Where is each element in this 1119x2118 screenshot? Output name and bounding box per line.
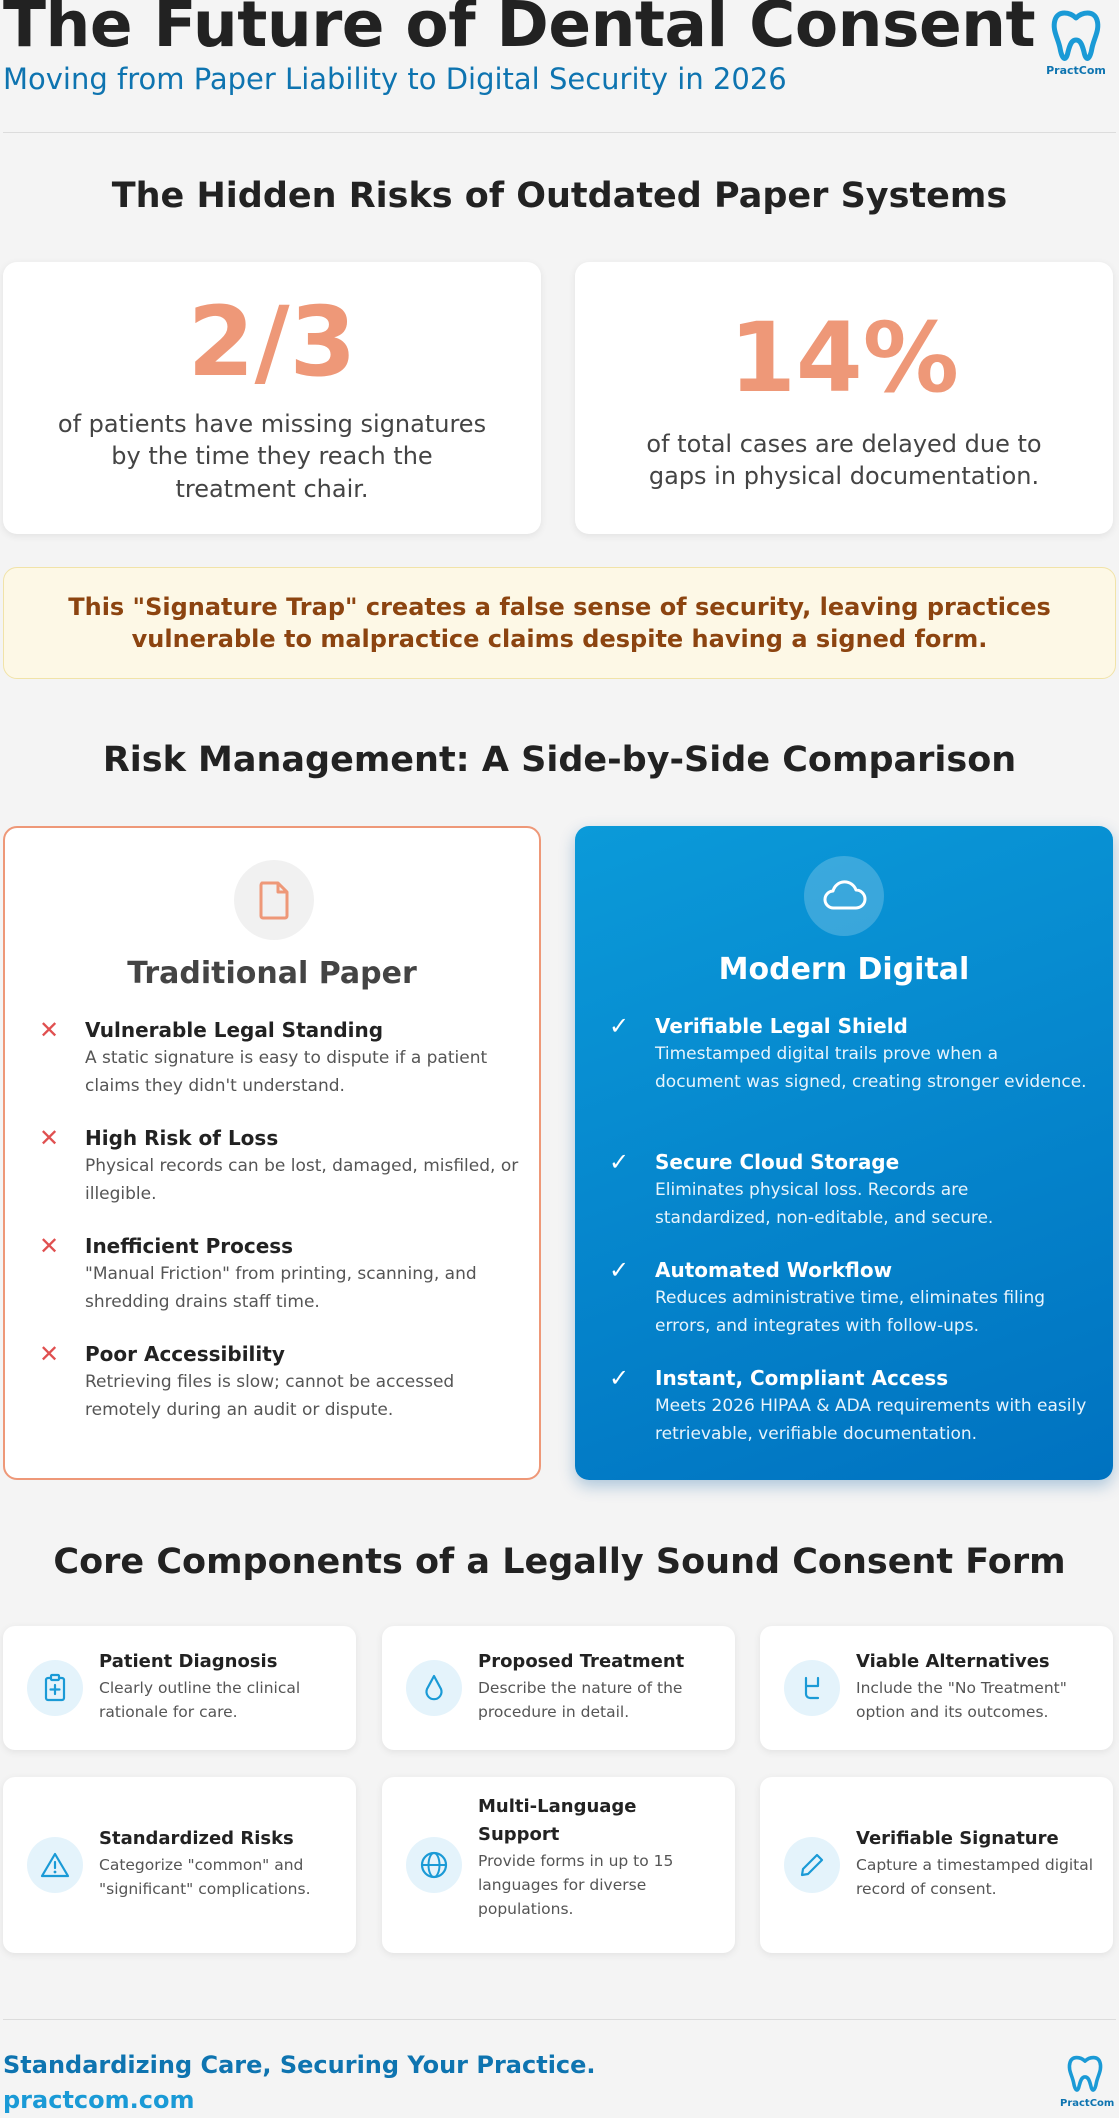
footer-divider [3, 2019, 1116, 2020]
component-card-multilanguage [382, 1777, 735, 1953]
component-text [856, 1825, 1099, 1901]
component-description: Clearly outline the clinical rationale for care. [99, 1679, 301, 1721]
component-card-alternatives [760, 1626, 1113, 1750]
logo-text: PractCom [1060, 2098, 1115, 2109]
droplet-icon [406, 1660, 462, 1716]
item-title: Poor Accessibility [85, 1342, 285, 1366]
check-icon: ✓ [609, 1256, 630, 1284]
item-description: Physical records can be lost, damaged, misfiled, or illegible. [85, 1156, 519, 1204]
tooth-logo-icon [1066, 2054, 1104, 2094]
stat-card-signatures [3, 262, 541, 534]
item-description: Eliminates physical loss. Records are standardized, non-editable, and secure. [655, 1180, 994, 1228]
component-description: Describe the nature of the procedure in detail. [478, 1679, 683, 1721]
signature-trap-callout [3, 567, 1116, 679]
stat-card-delays [575, 262, 1113, 534]
stat-value: 14% [729, 302, 959, 414]
component-text [856, 1648, 1099, 1724]
component-text [99, 1648, 342, 1724]
item-description: "Manual Friction" from printing, scanning, and shredding drains staff time. [85, 1264, 477, 1312]
item-description: Reduces administrative time, eliminates filing errors, and integrates with follow-ups. [655, 1288, 1046, 1336]
paper-item [39, 1124, 519, 1208]
item-description: Meets 2026 HIPAA & ADA requirements with easily retrievable, verifiable documentation. [655, 1396, 1087, 1444]
digital-item [609, 1148, 1089, 1232]
document-icon [234, 860, 314, 940]
logo-text: PractCom [1046, 64, 1106, 77]
component-title: Multi-Language Support [478, 1796, 637, 1845]
practcom-logo [1040, 8, 1112, 84]
header-divider [3, 132, 1116, 133]
digital-item [609, 1012, 1089, 1096]
paper-item [39, 1016, 519, 1100]
component-text [99, 1825, 342, 1901]
page-title: The Future of Dental Consent [3, 0, 1036, 61]
component-title: Verifiable Signature [856, 1828, 1059, 1849]
page-subtitle: Moving from Paper Liability to Digital Security in 2026 [3, 62, 787, 96]
check-icon: ✓ [609, 1148, 630, 1176]
traditional-paper-card [3, 826, 541, 1480]
component-description: Capture a timestamped digital record of consent. [856, 1856, 1094, 1898]
paper-heading: Traditional Paper [127, 956, 417, 991]
warning-icon [27, 1837, 83, 1893]
item-title: Verifiable Legal Shield [655, 1014, 908, 1038]
pencil-icon [784, 1837, 840, 1893]
check-icon: ✓ [609, 1364, 630, 1392]
item-title: High Risk of Loss [85, 1126, 279, 1150]
x-icon: ✕ [39, 1340, 60, 1368]
component-card-diagnosis [3, 1626, 356, 1750]
digital-item [609, 1364, 1089, 1448]
digital-item [609, 1256, 1089, 1340]
x-icon: ✕ [39, 1232, 60, 1260]
paper-item [39, 1232, 519, 1316]
item-title: Instant, Compliant Access [655, 1366, 949, 1390]
clipboard-plus-icon [27, 1660, 83, 1716]
item-description: Retrieving files is slow; cannot be accessed remotely during an audit or dispute. [85, 1372, 455, 1420]
component-title: Viable Alternatives [856, 1651, 1050, 1672]
component-card-risks [3, 1777, 356, 1953]
component-card-treatment [382, 1626, 735, 1750]
branch-icon [784, 1660, 840, 1716]
callout-text: This "Signature Trap" creates a false sense of security, leaving practices vulnerable to malpractice claims despite having a signed form. [68, 592, 1051, 653]
stat-value: 2/3 [187, 286, 357, 398]
item-title: Secure Cloud Storage [655, 1150, 900, 1174]
footer-url-link[interactable]: practcom.com [3, 2086, 195, 2114]
stat-description: of patients have missing signatures by the time they reach the treatment chair. [57, 410, 487, 503]
globe-icon [406, 1837, 462, 1893]
paper-item [39, 1340, 519, 1424]
tooth-logo-icon [1050, 8, 1102, 64]
stat-description: of total cases are delayed due to gaps in physical documentation. [646, 430, 1042, 491]
item-description: A static signature is easy to dispute if a patient claims they didn't understand. [85, 1048, 488, 1096]
component-title: Standardized Risks [99, 1828, 294, 1849]
header [0, 0, 1119, 132]
item-title: Inefficient Process [85, 1234, 294, 1258]
item-title: Automated Workflow [655, 1258, 893, 1282]
component-text [478, 1793, 721, 1921]
component-description: Include the "No Treatment" option and its outcomes. [856, 1679, 1067, 1721]
component-title: Proposed Treatment [478, 1651, 685, 1672]
item-title: Vulnerable Legal Standing [85, 1018, 384, 1042]
component-card-signature [760, 1777, 1113, 1953]
footer-logo [1060, 2054, 1115, 2109]
item-description: Timestamped digital trails prove when a document was signed, creating stronger evidence. [655, 1044, 1087, 1092]
component-title: Patient Diagnosis [99, 1651, 278, 1672]
x-icon: ✕ [39, 1016, 60, 1044]
cloud-icon [804, 856, 884, 936]
check-icon: ✓ [609, 1012, 630, 1040]
component-description: Categorize "common" and "significant" complications. [99, 1856, 311, 1898]
x-icon: ✕ [39, 1124, 60, 1152]
components-section-title: Core Components of a Legally Sound Consent Form [53, 1542, 1066, 1582]
digital-heading: Modern Digital [718, 952, 970, 987]
footer-tagline: Standardizing Care, Securing Your Practice. [3, 2051, 596, 2079]
risks-section-title: The Hidden Risks of Outdated Paper Systems [111, 176, 1008, 216]
component-text [478, 1648, 721, 1724]
modern-digital-card [575, 826, 1113, 1480]
comparison-section-title: Risk Management: A Side-by-Side Comparison [102, 740, 1017, 780]
component-description: Provide forms in up to 15 languages for diverse populations. [478, 1852, 674, 1918]
